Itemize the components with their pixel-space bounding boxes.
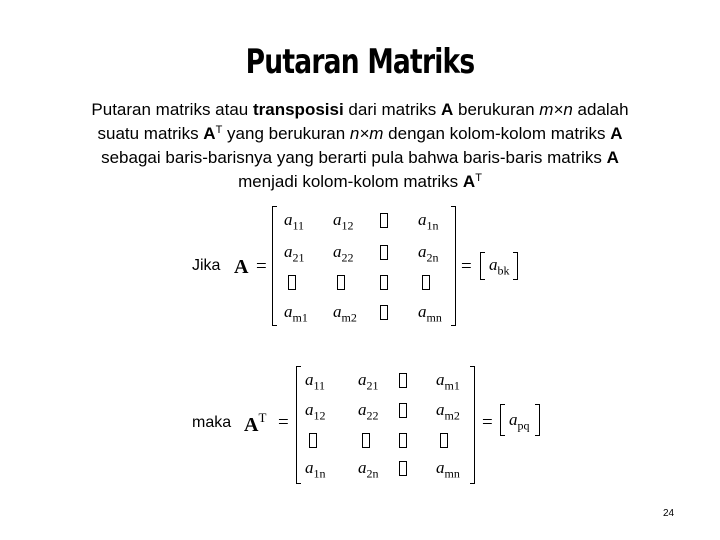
element-base: a xyxy=(489,255,498,274)
ellipsis-placeholder xyxy=(380,305,388,320)
matrix-symbol: A xyxy=(462,172,476,191)
text-span: dengan kolom-kolom matriks xyxy=(383,124,611,143)
ellipsis-placeholder xyxy=(380,275,388,290)
matrix-element xyxy=(305,400,326,423)
element-subscript: bk xyxy=(497,263,510,278)
right-bracket-compact xyxy=(513,252,518,280)
matrix-element xyxy=(436,370,460,393)
element-subscript: 11 xyxy=(313,378,326,393)
element-base: a xyxy=(333,242,342,261)
right-bracket xyxy=(470,366,475,484)
matrix-symbol: A xyxy=(203,124,216,143)
matrix-element xyxy=(305,370,325,393)
element-subscript: 2n xyxy=(366,466,379,481)
transpose-superscript: T xyxy=(475,172,482,184)
element-subscript: 1n xyxy=(426,218,439,233)
matrix-element xyxy=(284,242,305,265)
matrix-element xyxy=(418,302,442,325)
element-subscript: m2 xyxy=(341,310,357,325)
text-span: adalah suatu matriks xyxy=(97,100,629,143)
left-bracket-compact xyxy=(500,404,505,436)
element-subscript: m1 xyxy=(292,310,308,325)
matrix-a-symbol: A xyxy=(234,256,249,278)
element-base: a xyxy=(418,302,427,321)
element-subscript: mn xyxy=(444,466,460,481)
slide-title: Putaran Matriks xyxy=(245,42,475,82)
element-subscript: 11 xyxy=(292,218,305,233)
element-base: a xyxy=(305,370,314,389)
element-base: a xyxy=(418,210,427,229)
matrix-element xyxy=(284,210,304,233)
text-span: Putaran matriks atau xyxy=(91,100,253,119)
ellipsis-placeholder xyxy=(399,433,407,448)
ellipsis-placeholder xyxy=(422,275,430,290)
element-base: a xyxy=(418,242,427,261)
matrix-element xyxy=(333,242,354,265)
size-expression: m×n xyxy=(539,100,573,119)
ellipsis-placeholder xyxy=(309,433,317,448)
equals-sign: = xyxy=(278,412,289,433)
ellipsis-placeholder xyxy=(399,461,407,476)
equals-sign: = xyxy=(461,256,472,277)
matrix-symbol: A xyxy=(244,414,259,436)
left-bracket xyxy=(296,366,301,484)
matrix-element xyxy=(358,400,379,423)
ellipsis-placeholder xyxy=(440,433,448,448)
matrix-element xyxy=(418,210,439,233)
equals-sign: = xyxy=(256,256,267,277)
element-subscript: m1 xyxy=(444,378,460,393)
matrix-symbol: A xyxy=(610,124,623,143)
matrix-element xyxy=(418,242,439,265)
element-base: a xyxy=(284,210,293,229)
right-bracket xyxy=(451,206,456,326)
element-base: a xyxy=(305,458,314,477)
size-expression: n×m xyxy=(349,124,384,143)
element-base: a xyxy=(358,458,367,477)
equals-sign: = xyxy=(482,412,493,433)
transpose-superscript: T xyxy=(215,124,223,136)
ellipsis-placeholder xyxy=(380,245,388,260)
matrix-element xyxy=(305,458,326,481)
element-base: a xyxy=(436,400,445,419)
ellipsis-placeholder xyxy=(399,403,407,418)
transpose-superscript: T xyxy=(258,410,267,425)
element-base: a xyxy=(284,302,293,321)
element-base: a xyxy=(358,400,367,419)
element-base: a xyxy=(333,210,342,229)
ellipsis-placeholder xyxy=(362,433,370,448)
element-subscript: 12 xyxy=(313,408,326,423)
matrix-a-transpose-symbol xyxy=(244,410,266,437)
element-subscript: 22 xyxy=(341,250,354,265)
left-bracket xyxy=(272,206,277,326)
ellipsis-placeholder xyxy=(288,275,296,290)
term-transposisi: transposisi xyxy=(252,100,344,119)
element-base: a xyxy=(358,370,367,389)
right-bracket-compact xyxy=(535,404,540,436)
matrix-symbol: A xyxy=(440,100,454,119)
text-span: sebagai baris-barisnya yang berarti pula bahwa baris-baris matriks xyxy=(101,148,607,167)
element-base: a xyxy=(509,410,518,429)
element-base: a xyxy=(436,370,445,389)
element-subscript: 1n xyxy=(313,466,326,481)
left-bracket-compact xyxy=(480,252,485,280)
text-span: dari matriks xyxy=(343,100,441,119)
element-base: a xyxy=(284,242,293,261)
page-number: 24 xyxy=(663,508,675,519)
matrix-element xyxy=(436,400,460,423)
compact-element xyxy=(509,410,530,433)
matrix-element xyxy=(358,458,379,481)
element-subscript: pq xyxy=(517,418,530,433)
element-base: a xyxy=(333,302,342,321)
matrix-element xyxy=(284,302,308,325)
matrix-element xyxy=(333,302,357,325)
maka-label: maka xyxy=(192,414,232,431)
matrix-element xyxy=(333,210,354,233)
jika-label: Jika xyxy=(192,257,221,274)
matrix-symbol: A xyxy=(606,148,619,167)
element-subscript: 22 xyxy=(366,408,379,423)
ellipsis-placeholder xyxy=(337,275,345,290)
ellipsis-placeholder xyxy=(399,373,407,388)
matrix-element xyxy=(436,458,460,481)
definition-paragraph xyxy=(80,98,640,194)
element-subscript: 2n xyxy=(426,250,439,265)
text-span: yang berukuran xyxy=(222,124,350,143)
compact-element xyxy=(489,255,510,278)
ellipsis-placeholder xyxy=(380,213,388,228)
element-subscript: mn xyxy=(426,310,442,325)
element-base: a xyxy=(436,458,445,477)
text-span: berukuran xyxy=(453,100,540,119)
element-subscript: 21 xyxy=(366,378,379,393)
element-base: a xyxy=(305,400,314,419)
element-subscript: m2 xyxy=(444,408,460,423)
element-subscript: 21 xyxy=(292,250,305,265)
text-span: menjadi kolom-kolom matriks xyxy=(238,172,463,191)
element-subscript: 12 xyxy=(341,218,354,233)
matrix-element xyxy=(358,370,379,393)
